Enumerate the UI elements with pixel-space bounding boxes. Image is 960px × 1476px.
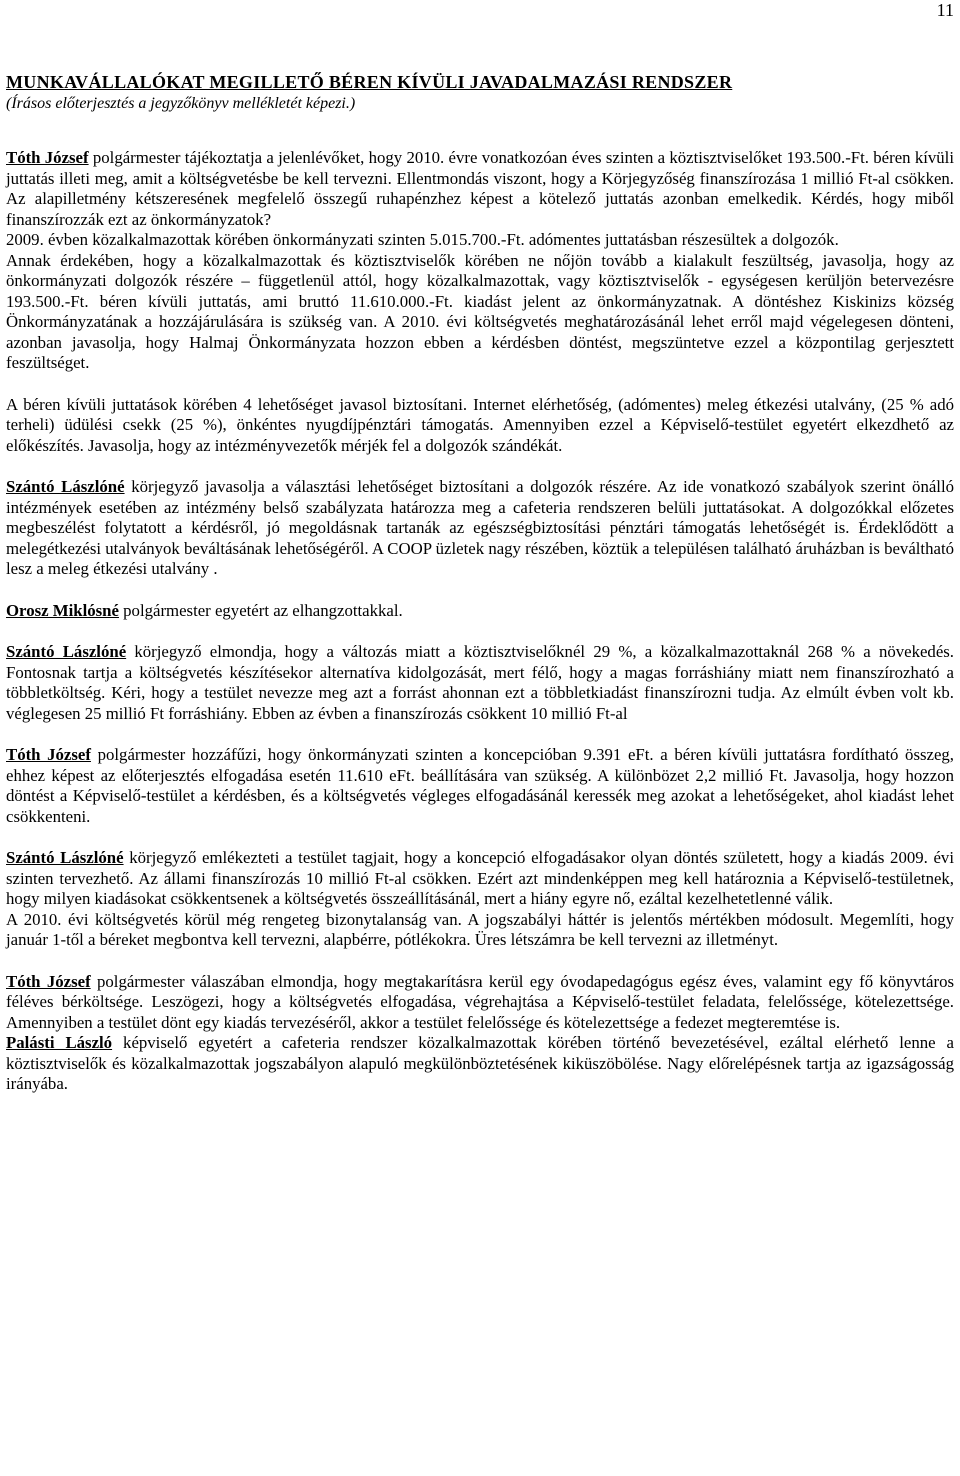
paragraph: [6, 230, 954, 251]
paragraph: [6, 601, 954, 622]
speaker-name: Palásti László: [6, 1033, 113, 1052]
minutes-body: [6, 148, 954, 1095]
paragraph: [6, 745, 954, 827]
paragraph-text: A 2010. évi költségvetés körül még rengeteg bizonytalanság van. A jogszabályi háttér is jelentős mértékben módosult. Megemlíti, hogy január 1-től a béreket megbontva kell tervezni, alapbérre, pótlékokra. Üres létszámra be kell tervezni az illetményt.: [6, 909, 954, 949]
speaker-name: Szántó Lászlóné: [6, 477, 125, 496]
paragraph: [6, 642, 954, 724]
paragraph-text: képviselő egyetért a cafeteria rendszer közalkalmazottak körében történő bevezetésével, ezáltal elérhető lenne a köztisztviselők és közalkalmazottak jogszabályon alapuló megkülönböztetésének kiküszöbölése. Nagy előrelépésnek tartja az igazságosság irányába.: [6, 1033, 955, 1093]
paragraph-text: körjegyző emlékezteti a testület tagjait, hogy a koncepció elfogadásakor olyan döntés született, hogy a kiadás 2009. évi szinten tervezhető. Az állami finanszírozás 10 millió Ft-al csökken. Ezért azt mindenképpen meg kell határoznia a Képviselő-testületnek, hogy milyen kiadásokat csökkentsenek a költségvetés összeállításánál, mert a hiány egyre nő, ezáltal kezelhetetlenné válik.: [6, 848, 954, 908]
paragraph: [6, 395, 954, 457]
paragraph: [6, 910, 954, 951]
paragraph-text: polgármester válaszában elmondja, hogy megtakarításra kerül egy óvodapedagógus egész éves, valamint egy fő könyvtáros féléves bérköltsége. Leszögezi, hogy a költségvetés elfogadása, végrehajtása a Képviselő-testület feladata, felelőssége, kötelezettsége. Amennyiben a testület dönt egy kiadás tervezéséről, akkor a testület felelőssége és kötelezettsége a fedezet megteremtése is.: [6, 971, 955, 1032]
speaker-name: Tóth József: [6, 971, 91, 991]
paragraph-text: Annak érdekében, hogy a közalkalmazottak és köztisztviselők körében ne nőjön tovább a kialakult feszültség, javasolja, hogy az önkormányzati dolgozók részére – függetlenül attól, hogy közalkalmazottak, vagy köztisztviselők - egységesen kerüljön betervezésre 193.500.-Ft. béren kívüli juttatás, ami bruttó 11.610.000.-Ft. kiadást jelent az önkormányzatnak. A döntéshez Kiskinizs község Önkormányzatának a hozzájárulására is szükség van. A 2010. évi költségvetés meghatározásánál lehet erről majd végelegesen dönteni, azonban javasolja, hogy Halmaj Önkormányzata hozzon ebben a kérdésben döntést, megszüntetve ezzel a központilag gerjesztett feszültséget.: [6, 250, 954, 372]
paragraph-text: körjegyző elmondja, hogy a változás miatt a köztisztviselőknél 29 %, a közalkalmazottaknál 268 % a növekedés. Fontosnak tartja a költségvetés készítésekor alternatíva kidolgozását, mert félő, hogy a magas forráshiány miatt nem finanszírozható a többletköltség. Kéri, hogy a testület nevezze meg azt a forrást ahonnan ezt a többletkiadást finanszírozni tudja. Az elmúlt évben volt kb. véglegesen 25 millió Ft forráshiány. Ebben az évben a finanszírozás csökkent 10 millió Ft-al: [6, 642, 954, 723]
paragraph: [6, 251, 954, 374]
section-subtitle: (Írásos előterjesztés a jegyzőkönyv mellékletét képezi.): [6, 95, 356, 112]
paragraph-text: polgármester tájékoztatja a jelenlévőket, hogy 2010. évre vonatkozóan éves szinten a köztisztviselőket 193.500.-Ft. béren kívüli juttatás illeti meg, amit a költségvetésbe be kell tervezni. Ellentmondás viszont, hogy a Körjegyzőség finanszírozása 1 millió Ft-al csökken. Az alapilletmény kétszeresének megfelelő összegű ruhapénzhez képest a kötelező juttatás azonban emelkedik. Kérdés, hogy miből finanszírozzák ezt az önkormányzatok?: [6, 148, 954, 229]
speaker-name: Tóth József: [6, 148, 89, 167]
paragraph-text: körjegyző javasolja a választási lehetőséget biztosítani a dolgozók részére. Az ide vonatkozó szabályok szerint önálló intézmények esetében az intézmény belső szabályzata határozza meg a cafeteria rendszeren belüli juttatásokat. A dolgozókkal előzetes megbeszélést folytatott a kérdésről, jó megoldásnak tartanák az egészségbiztosítási pénztári támogatás lehetőségét is. Érdeklődött a melegétkezési utalványok beváltásának lehetőségéről. A COOP üzletek nagy részében, köztük a településen található áruházban is beváltható lesz a meleg étkezési utalvány .: [6, 477, 954, 578]
paragraph: [6, 972, 954, 1034]
paragraph-text: polgármester hozzáfűzi, hogy önkormányzati szinten a koncepcióban 9.391 eFt. a béren kívüli juttatásra fordítható összeg, ehhez képest az előterjesztés elfogadása esetén 11.610 eFt. beállítására van szükség. A különbözet 2,2 millió Ft. Javasolja, hogy hozzon döntést a Képviselő-testület a kérdésben, és a költségvetés végleges elfogadásánál keressék meg azokat a lehetőségeket, ahol kiadást lehet csökkenteni.: [6, 745, 954, 826]
paragraph-text: 2009. évben közalkalmazottak körében önkormányzati szinten 5.015.700.-Ft. adómentes juttatásban részesültek a dolgozók.: [6, 230, 839, 249]
paragraph-text: polgármester egyetért az elhangzottakkal.: [118, 600, 403, 620]
speaker-name: Szántó Lászlóné: [6, 848, 124, 867]
speaker-name: Orosz Miklósné: [6, 600, 119, 620]
section-title: MUNKAVÁLLALÓKAT MEGILLETŐ BÉREN KÍVÜLI JAVADALMAZÁSI RENDSZER: [6, 72, 733, 92]
paragraph: [6, 848, 954, 910]
paragraph: [6, 1033, 954, 1095]
paragraph: [6, 148, 954, 230]
page-number: 11: [936, 0, 954, 20]
speaker-name: Tóth József: [6, 745, 91, 764]
paragraph-text: A béren kívüli juttatások körében 4 lehetőséget javasol biztosítani. Internet elérhetőség, (adómentes) meleg étkezési utalvány, (25 % adó terheli) üdülési csekk (25 %), önkéntes nyugdíjpénztári támogatás. Amennyiben ezzel a Képviselő-testület egyetért elkezdhető az előkészítés. Javasolja, hogy az intézményvezetők mérjék fel a dolgozók szándékát.: [6, 394, 954, 455]
speaker-name: Szántó Lászlóné: [6, 642, 127, 661]
paragraph: [6, 477, 954, 580]
